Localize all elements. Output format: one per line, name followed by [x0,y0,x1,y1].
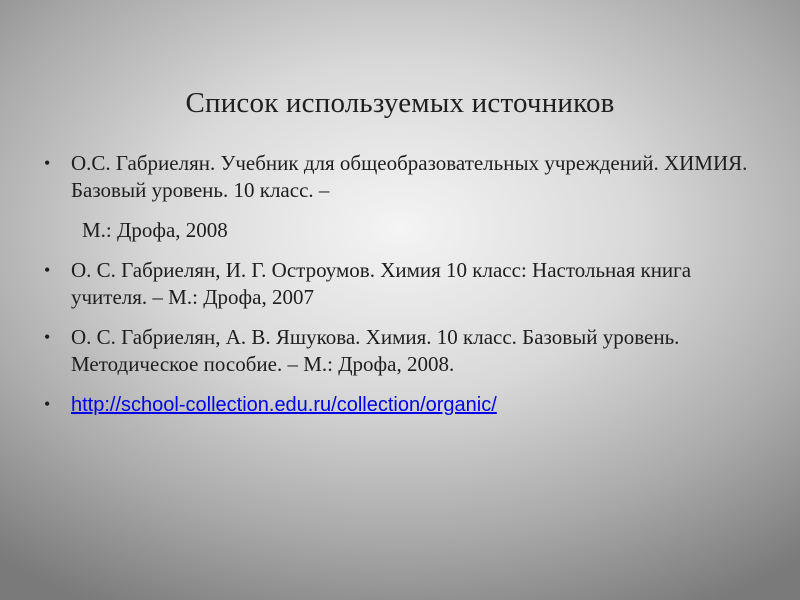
bullet-icon: • [44,153,51,173]
source-text-continuation: М.: Дрофа, 2008 [82,218,228,242]
source-text: О.С. Габриелян. Учебник для общеобразовательных учреждений. ХИМИЯ. Базовый уровень. 10 класс. – [71,151,748,202]
source-item [44,391,764,419]
source-text: О. С. Габриелян, И. Г. Остроумов. Химия 10 класс: Настольная книга учителя. – М.: Дрофа, 2007 [71,258,692,309]
bullet-icon: • [44,327,51,347]
source-text: О. С. Габриелян, А. В. Яшукова. Химия. 10 класс. Базовый уровень. Методическое пособие. – М.: Дрофа, 2008. [71,325,680,376]
source-item [44,324,764,378]
source-item [44,150,764,244]
bullet-icon: • [44,260,51,280]
sources-list [44,150,764,432]
bullet-icon: • [44,394,51,414]
source-link[interactable]: http://school-collection.edu.ru/collection/organic/ [71,394,497,416]
source-item [44,257,764,311]
slide-title: Список используемых источников [185,87,615,119]
